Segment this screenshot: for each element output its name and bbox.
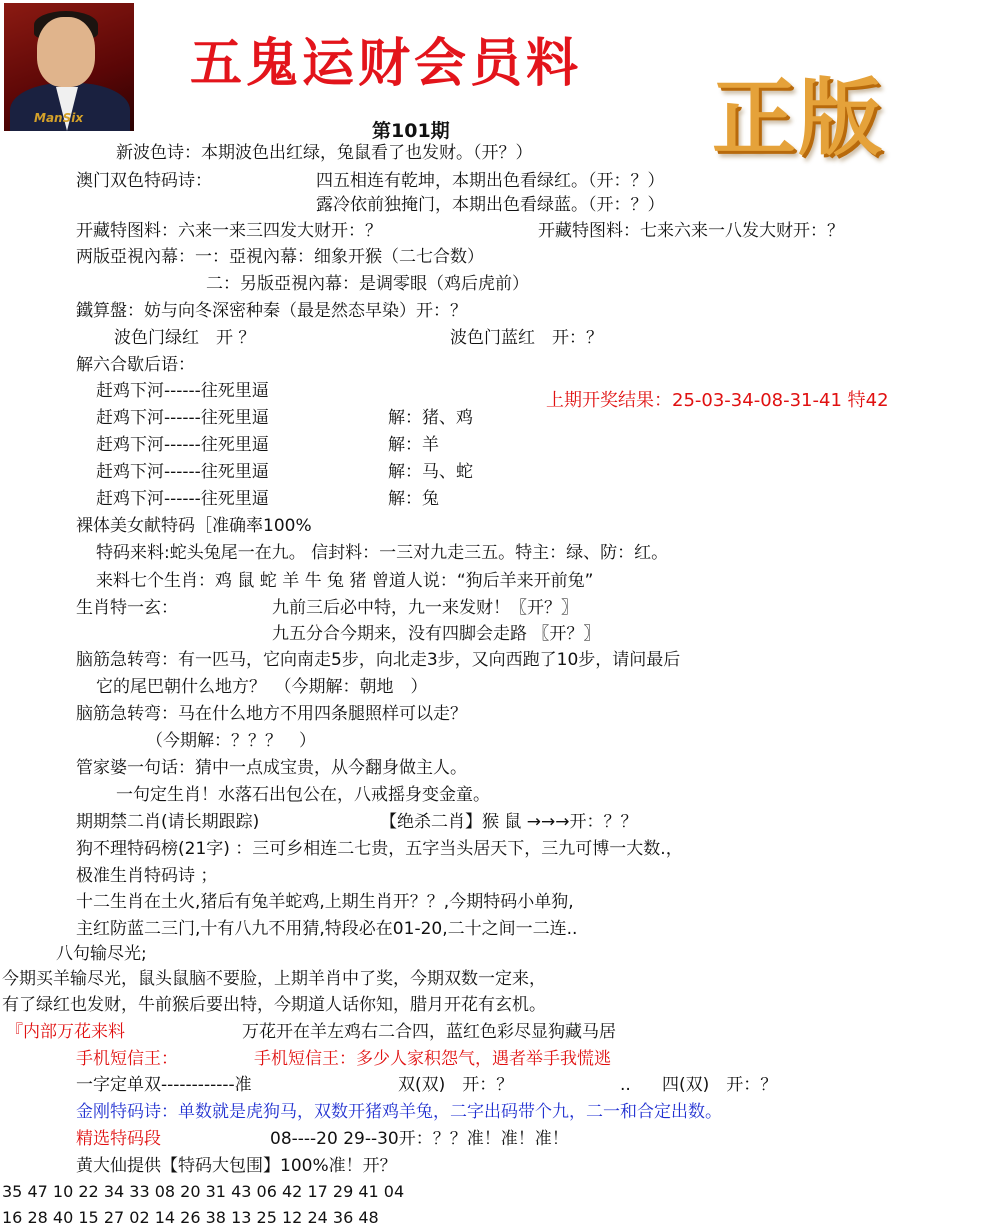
hidden-chart-1: 开藏特图料：六来一来三四发大财开：？ (76, 221, 382, 241)
one-sentence-zodiac: 一句定生肖！水落石出包公在，八戒摇身变金童。 (116, 785, 490, 805)
seven-zodiacs: 来料七个生肖：鸡 鼠 蛇 羊 牛 兔 猪 曾道人说：“狗后羊来开前兔” (96, 571, 594, 591)
number-cell: 22 (78, 1182, 99, 1201)
macau-poem-line1: 四五相连有乾坤，本期出色看绿红。（开：？） (316, 171, 665, 191)
riddle-1-answer: 它的尾巴朝什么地方？ （今期解：朝地 ） (96, 677, 428, 697)
idiom-line-4: 赶鸡下河------往死里逼 (96, 462, 269, 482)
wave-door-green-red: 波色门绿红 开 ？ (114, 328, 256, 348)
riddle-1: 脑筋急转弯：有一匹马，它向南走5步，向北走3步，又向西跑了10步，请问最后 (76, 650, 681, 670)
wave-color-poem: 新波色诗：本期波色出红绿，兔鼠看了也发财。（开？） (116, 143, 533, 163)
idiom-line-1: 赶鸡下河------往死里逼 (96, 381, 269, 401)
zodiac-mystery-1: 九前三后必中特，九一来发财！〖开？〗 (272, 598, 578, 618)
hidden-chart-2: 开藏特图料：七来六来一八发大财开：？ (538, 221, 844, 241)
eight-lines-1: 今期买羊输尽光，鼠头鼠脑不要脸，上期羊肖中了奖，今期双数一定来， (2, 969, 546, 989)
number-cell: 17 (307, 1182, 328, 1201)
number-cell: 14 (154, 1208, 176, 1227)
idiom-line-2: 赶鸡下河------往死里逼 (96, 408, 269, 428)
inside-flower-text: 万花开在羊左鸡右二合四，蓝红色彩尽显狗藏马居 (242, 1022, 616, 1042)
inside-flower-label: 『内部万花来料 (6, 1022, 125, 1042)
number-cell: 36 (332, 1208, 354, 1227)
macau-poem-line2: 露冷依前独掩门，本期出色看绿蓝。（开：？） (316, 195, 665, 215)
special-code-source: 特码来料:蛇头兔尾一在九。 信封料：一三对九走三五。特主：绿、防：红。 (96, 543, 669, 563)
housekeeper-quote: 管家婆一句话：猜中一点成宝贵，从今翻身做主人。 (76, 758, 467, 778)
number-cell: 10 (52, 1182, 74, 1201)
number-cell: 38 (205, 1208, 226, 1227)
number-cell: 41 (358, 1182, 379, 1201)
number-row-2 (2, 1207, 379, 1229)
number-cell: 20 (180, 1182, 201, 1201)
macau-poem-label: 澳门双色特码诗： (76, 171, 212, 191)
number-cell: 28 (27, 1208, 48, 1227)
odd-even-pick-1: 双(双) 开：？ (398, 1075, 514, 1095)
number-cell: 13 (231, 1208, 252, 1227)
odd-even-dots: .. (620, 1075, 631, 1095)
zodiac-mystery-label: 生肖特一玄： (76, 598, 178, 618)
idiom-answer-2: 解：猪、鸡 (388, 408, 473, 428)
sms-king-text: 手机短信王：多少人家积怨气，遇者举手我慌逃 (254, 1049, 611, 1069)
number-cell: 24 (307, 1208, 328, 1227)
number-cell: 12 (281, 1208, 303, 1227)
selected-segment-label: 精选特码段 (76, 1129, 161, 1149)
number-cell: 02 (129, 1208, 150, 1227)
number-row-1 (2, 1181, 404, 1203)
sms-king-label: 手机短信王： (76, 1049, 178, 1069)
number-cell: 27 (103, 1208, 125, 1227)
idiom-answer-4: 解：马、蛇 (388, 462, 473, 482)
number-cell: 48 (358, 1208, 379, 1227)
number-cell: 33 (129, 1182, 150, 1201)
number-cell: 15 (78, 1208, 99, 1227)
idiom-heading: 解六合歇后语： (76, 355, 195, 375)
number-cell: 31 (205, 1182, 226, 1201)
photo-logo: ManSix (34, 111, 84, 125)
eight-lines-2: 有了绿红也发财，牛前猴后要出特，今期道人话你知，腊月开花有玄机。 (2, 995, 546, 1015)
number-cell: 35 (2, 1182, 23, 1201)
number-cell: 40 (52, 1208, 74, 1227)
number-cell: 34 (103, 1182, 125, 1201)
number-cell: 25 (256, 1208, 277, 1227)
issue-number: 第101期 (372, 120, 450, 142)
vajra-poem: 金刚特码诗：单数就是虎狗马，双数开猪鸡羊兔，二字出码带个九，二一和合定出数。 (76, 1102, 722, 1122)
atv-inside-1: 两版亞視內幕：一：亞視內幕：细象开猴（二七合数） (76, 247, 484, 267)
number-cell: 47 (27, 1182, 48, 1201)
odd-even-pick-2: 四(双) 开：？ (662, 1075, 778, 1095)
genuine-stamp: 正版 (712, 68, 885, 167)
number-cell: 08 (154, 1182, 176, 1201)
accurate-poem-2: 主红防蓝二三门,十有八九不用猜,特段必在01-20,二十之间一二连.. (76, 919, 578, 939)
number-cell: 29 (332, 1182, 354, 1201)
selected-segment-text: 08----20 29--30开：？？准！准！准！ (270, 1129, 569, 1149)
idiom-line-5: 赶鸡下河------往死里逼 (96, 489, 269, 509)
number-cell: 04 (383, 1182, 405, 1201)
atv-inside-2: 二：另版亞視內幕：是调零眼（鸡后虎前） (206, 274, 529, 294)
big-bag-line: 黄大仙提供【特码大包围】100%准！开？ (76, 1156, 397, 1176)
number-cell: 16 (2, 1208, 23, 1227)
zodiac-mystery-2: 九五分合今期来，没有四脚会走路 〖开？〗 (272, 624, 601, 644)
iron-abacus: 鐵算盤：妨与向冬深密种秦（最是然态早染）开：？ (76, 301, 467, 321)
idiom-answer-3: 解：羊 (388, 435, 439, 455)
number-cell: 26 (180, 1208, 201, 1227)
gou-bu-li-list: 狗不理特码榜(21字) ：三可乡相连二七贵，五字当头居天下，三九可博一大数.， (76, 839, 683, 859)
last-draw-result: 上期开奖结果：25-03-34-08-31-41 特42 (546, 390, 889, 411)
accuracy-line: 裸体美女献特码［准确率100% (76, 516, 312, 536)
odd-even-line: 一字定单双------------准 (76, 1075, 252, 1095)
avatar-photo (4, 3, 134, 131)
number-cell: 42 (281, 1182, 303, 1201)
number-cell: 06 (256, 1182, 277, 1201)
wave-door-blue-red: 波色门蓝红 开：？ (450, 328, 603, 348)
idiom-line-3: 赶鸡下河------往死里逼 (96, 435, 269, 455)
accurate-poem-label: 极准生肖特码诗 ； (76, 866, 218, 886)
riddle-2: 脑筋急转弯：马在什么地方不用四条腿照样可以走？ (76, 704, 467, 724)
number-cell: 43 (231, 1182, 252, 1201)
idiom-answer-5: 解：兔 (388, 489, 439, 509)
killed-zodiacs: 【绝杀二肖】猴 鼠 →→→开：？？ (380, 812, 638, 832)
riddle-2-answer: （今期解：？？？ ） (146, 731, 316, 751)
banned-zodiacs-label: 期期禁二肖(请长期跟踪) (76, 812, 260, 832)
accurate-poem-1: 十二生肖在土火,猪后有兔羊蛇鸡,上期生肖开？？,今期特码小单狗, (76, 892, 574, 912)
page-title: 五鬼运财会员料 (190, 33, 583, 94)
eight-lines-label: 八句输尽光; (56, 944, 147, 964)
